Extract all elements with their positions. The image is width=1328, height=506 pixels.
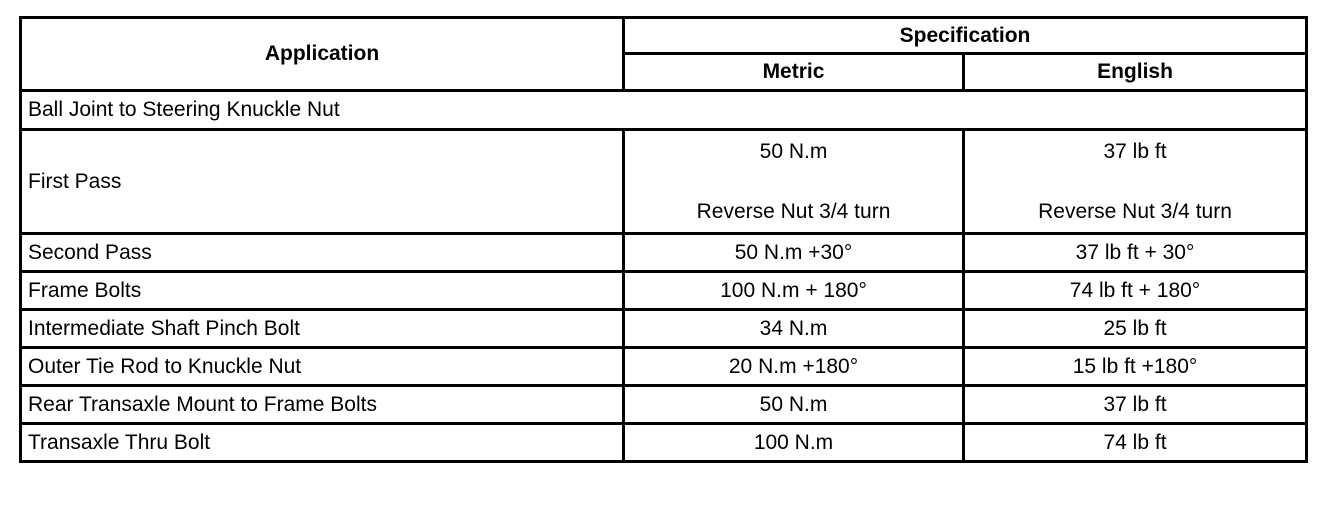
table-row [21,348,1307,386]
english-cell: 37 lb ft [964,386,1307,424]
table-row [21,386,1307,424]
table-row [21,272,1307,310]
english-note: Reverse Nut 3/4 turn [1038,199,1232,223]
metric-cell: 34 N.m [624,310,964,348]
header-row [21,18,1307,54]
application-cell: First Pass [21,130,624,234]
metric-cell: 50 N.m +30° [624,234,964,272]
application-header: Application [21,18,624,91]
section-row [21,91,1307,130]
english-cell: 37 lb ft + 30° [964,234,1307,272]
metric-cell: 100 N.m + 180° [624,272,964,310]
metric-note: Reverse Nut 3/4 turn [696,199,891,223]
metric-cell: 100 N.m [624,424,964,462]
table-row [21,310,1307,348]
table-row [21,234,1307,272]
table-row [21,424,1307,462]
metric-cell: 20 N.m +180° [624,348,964,386]
metric-cell: 50 N.m [624,386,964,424]
application-cell: Second Pass [21,234,624,272]
application-cell: Outer Tie Rod to Knuckle Nut [21,348,624,386]
application-cell: Frame Bolts [21,272,624,310]
application-cell: Transaxle Thru Bolt [21,424,624,462]
specification-header: Specification [624,18,1307,54]
english-header: English [964,54,1307,91]
english-cell [964,130,1307,234]
english-cell: 15 lb ft +180° [964,348,1307,386]
section-label: Ball Joint to Steering Knuckle Nut [21,91,1307,130]
metric-value: 50 N.m [759,139,828,163]
table-row [21,130,1307,234]
application-cell: Intermediate Shaft Pinch Bolt [21,310,624,348]
metric-cell [624,130,964,234]
english-cell: 25 lb ft [964,310,1307,348]
english-cell: 74 lb ft [964,424,1307,462]
metric-header: Metric [624,54,964,91]
torque-spec-table [19,16,1308,463]
application-cell: Rear Transaxle Mount to Frame Bolts [21,386,624,424]
english-value: 37 lb ft [1103,139,1167,163]
english-cell: 74 lb ft + 180° [964,272,1307,310]
